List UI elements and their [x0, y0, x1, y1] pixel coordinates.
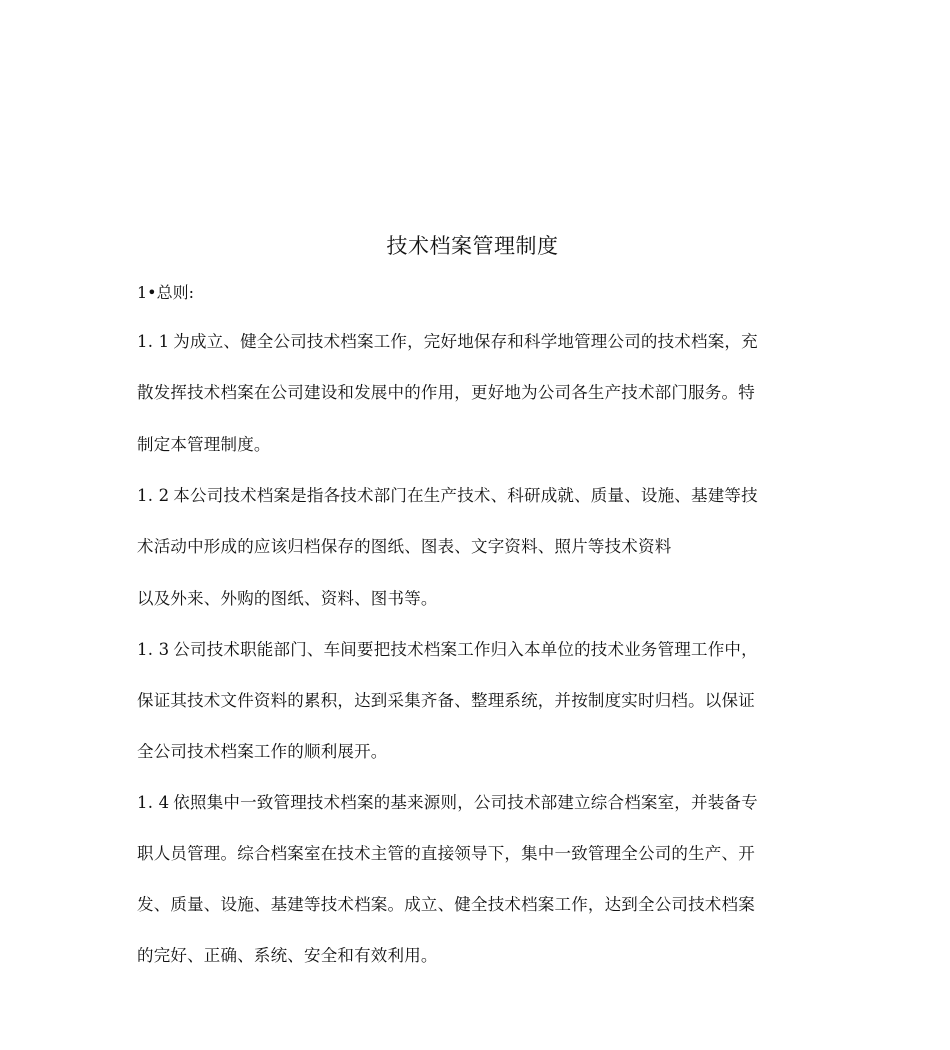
line-text: 发、质量、设施、基建等技术档案。成立、健全技术档案工作，达到全公司技术档案 [137, 895, 755, 914]
paragraph-line [137, 635, 758, 665]
paragraph-line [137, 686, 755, 716]
clause-number: 1. 2 [137, 486, 170, 505]
paragraph-line [137, 481, 758, 511]
clause-number: 1. 1 [137, 332, 170, 351]
paragraph-line [137, 378, 755, 408]
document-title: 技术档案管理制度 [386, 234, 559, 258]
line-text: 本公司技术档案是指各技术部门在生产技术、科研成就、质量、设施、基建等技 [173, 486, 758, 505]
clause-number: 1. 4 [137, 793, 170, 812]
paragraph-line [137, 839, 755, 869]
paragraph-line [137, 737, 388, 767]
line-text: 以及外来、外购的图纸、资料、图书等。 [137, 589, 438, 608]
line-text: 制定本管理制度。 [137, 435, 271, 454]
line-text: 公司技术职能部门、车间要把技术档案工作归入本单位的技术业务管理工作中， [173, 640, 758, 659]
section-heading: 1•总则: [137, 283, 195, 302]
paragraph-line [137, 788, 758, 818]
line-text: 术活动中形成的应该归档保存的图纸、图表、文字资料、照片等技术资料 [137, 537, 672, 556]
line-text: 职人员管理。综合档案室在技术主管的直接领导下，集中一致管理全公司的生产、开 [137, 844, 755, 863]
line-text: 为成立、健全公司技术档案工作，完好地保存和科学地管理公司的技术档案，充 [173, 332, 758, 351]
paragraph-line [137, 890, 755, 920]
clause-number: 1. 3 [137, 640, 170, 659]
line-text: 保证其技术文件资料的累积，达到采集齐备、整理系统，并按制度实时归档。以保证 [137, 691, 755, 710]
paragraph-line [137, 327, 758, 357]
line-text: 散发挥技术档案在公司建设和发展中的作用，更好地为公司各生产技术部门服务。特 [137, 383, 755, 402]
paragraph-line [137, 941, 438, 971]
line-text: 的完好、正确、系统、安全和有效利用。 [137, 946, 438, 965]
paragraph-line [137, 584, 438, 614]
paragraph-line [137, 532, 671, 562]
line-text: 依照集中一致管理技术档案的基来源则，公司技术部建立综合档案室，并装备专 [173, 793, 758, 812]
line-text: 全公司技术档案工作的顺利展开。 [137, 742, 388, 761]
paragraph-line [137, 430, 271, 460]
